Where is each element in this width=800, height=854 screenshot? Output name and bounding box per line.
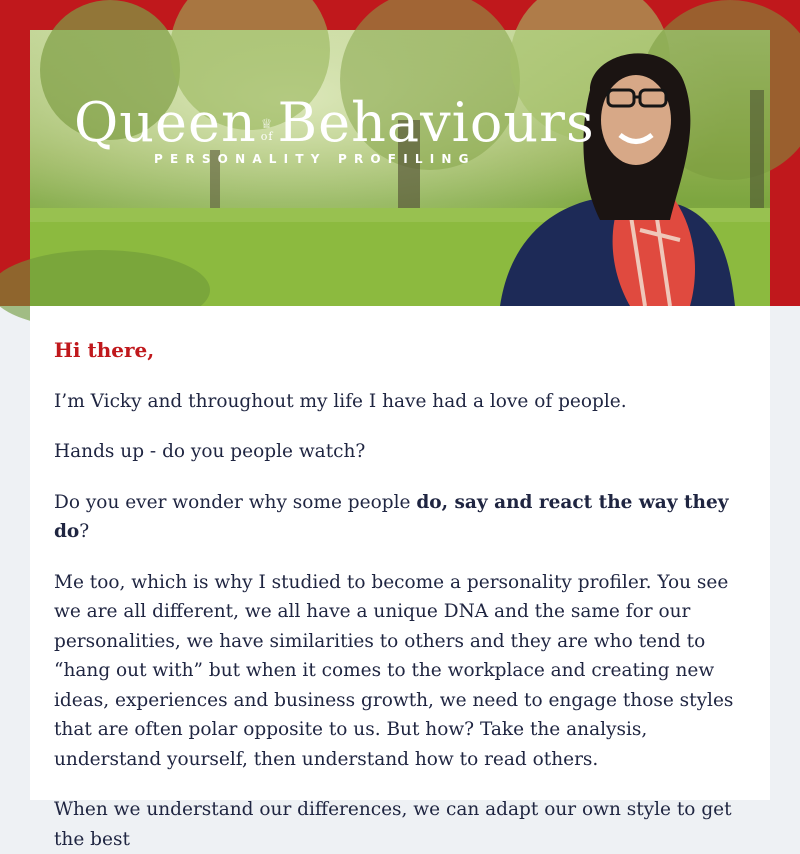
email-body bbox=[30, 306, 770, 850]
paragraph-intro: I’m Vicky and throughout my life I have had a love of people. bbox=[54, 390, 627, 412]
brand-name-first: Queen bbox=[74, 91, 257, 154]
paragraph-wonder bbox=[54, 488, 746, 547]
wonder-text: Do you ever wonder why some people bbox=[54, 491, 417, 513]
crown-icon: ♕ bbox=[260, 117, 274, 132]
brand-tagline: PERSONALITY PROFILING bbox=[154, 152, 476, 166]
greeting: Hi there, bbox=[54, 338, 155, 362]
brand-logo bbox=[74, 91, 595, 166]
brand-of-label: of bbox=[260, 130, 274, 143]
wonder-end: ? bbox=[79, 521, 90, 542]
hero-banner bbox=[30, 30, 770, 306]
paragraph-hands-up: Hands up - do you people watch? bbox=[54, 441, 366, 462]
wonder-bold-text: do, say and react the way they do bbox=[54, 491, 729, 542]
hero-image bbox=[30, 30, 770, 306]
paragraph-differences: When we understand our differences, we can adapt our own style to get the best bbox=[54, 799, 732, 850]
brand-name-second: Behaviours bbox=[277, 91, 595, 154]
paragraph-profiler: Me too, which is why I studied to become a personality profiler. You see we are all different, we all have a unique DNA and the same for our personalities, we have similarities to others and they are who tend to “hang out with” but when it comes to the workplace and creating new ideas, experiences and business growth, we need to engage those styles that are often polar opposite to us. But how? Take the analysis, understand yourself, then understand how to read others. bbox=[54, 571, 734, 770]
brand-of bbox=[261, 118, 274, 142]
